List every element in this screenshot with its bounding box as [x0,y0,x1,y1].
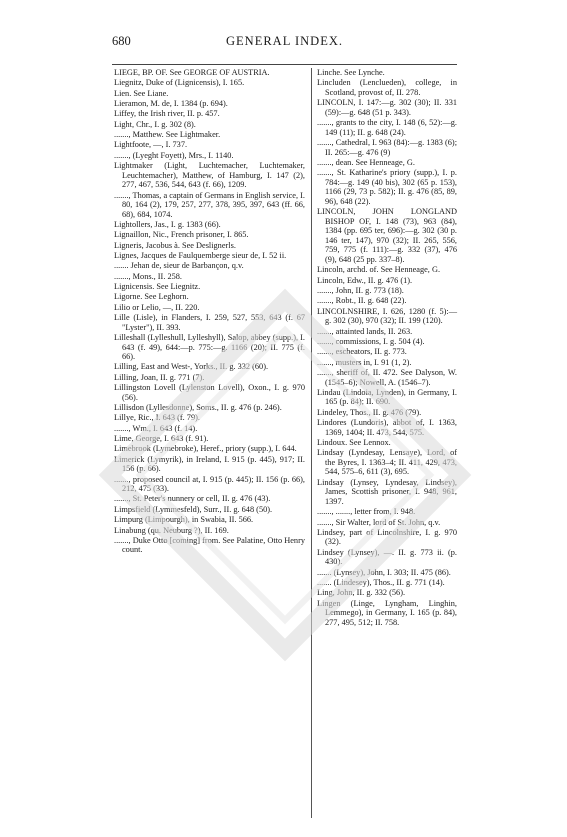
index-entry: Limerick (Lymyrik), in Ireland, I. 915 (p. 445), 917; II. 156 (p. 66). [114,454,305,474]
index-entry: ......., proposed council at, I. 915 (p. 445); II. 156 (p. 66), 212, 475 (33). [114,474,305,494]
index-entry: Lingen (Linge, Lyngham, Linghin, Lemmego), in Germany, I. 165 (p. 84), 277, 495, 512; II. 758. [317,598,457,627]
index-entry: Limebrook (Lymebroke), Heref., priory (supp.), I. 644. [114,444,297,454]
index-entry: ....... Jehan de, sieur de Barbançon, q.v. [114,261,244,271]
index-entry: Lillye, Ric., I. 643 (f. 79). [114,413,200,423]
column-divider [311,68,312,818]
index-entry: Lille (Lisle), in Flanders, I. 259, 527, 553, 643 (f. 67 "Lyster"), II. 393. [114,313,305,332]
index-entry: Ligorne. See Leghorn. [114,292,189,302]
index-entry: Lindau (Lindoia, Lynden), in Germany, I. 165 (p. 84); II. 690. [317,387,457,407]
index-entry: ......., musters in, I. 91 (1, 2). [317,357,412,367]
index-entry: LINCOLN, JOHN LONGLAND BISHOP OF, I. 148 (73), 963 (84), 1384 (pp. 695 ter, 696):—g. 302 (30 p. 146 ter, 147), 970 (32); II. 265, 556, 759, 775 (f. 111):—g. 332 (37), 476 (9), 648 (25 pp. 337–8). [317,207,457,264]
index-entry: ......., Robt., II. g. 648 (22). [317,296,407,306]
index-entry: Liffey, the Irish river, II. p. 457. [114,109,220,119]
index-column-left [114,68,305,556]
index-entry: Ligneris, Jacobus à. See Deslignerls. [114,240,236,250]
index-entry: Lightfoote, —, I. 737. [114,140,188,150]
page-header [112,34,457,50]
index-entry: Lignes, Jacques de Faulquemberge sieur de, I. 52 ii. [114,251,287,260]
index-entry: Lien. See Liane. [114,88,169,98]
index-entry: ......., attainted lands, II. 263. [317,326,413,336]
index-entry: Lillisdon (Lyllesdonne), Soms., II. g. 476 (p. 246). [114,402,282,412]
index-entry: Lightmaker (Light, Luchtemacher, Luchtemaker, Leuchtemacher), Matthew, of Hamburg, I. 147 (2), 277, 467, 536, 544, 643 (f. 66), 1209. [114,161,305,190]
index-entry: Lillingston Lovell (Lylenston Lovell), Oxon., I. g. 970 (56). [114,383,305,402]
index-entry: ......., Mons., II. 258. [114,271,182,281]
index-entry: Lindsey (Lynsey), —. II. g. 773 ii. (p. 430). [317,547,457,567]
index-entry: Linabung (qu. Neuburg ?), II. 169. [114,525,229,535]
header-rule [112,64,457,65]
index-entry: ......., escheators, II. g. 773. [317,347,407,357]
index-entry: ......., grants to the city, I. 148 (6, 52):—g. 149 (11); II. g. 648 (24). [317,118,457,137]
index-entry: LIEGE, BP. OF. See GEORGE OF AUSTRIA. [114,68,270,77]
index-entry: Lincluden (Lenclueden), college, in Scotland, provost of, II. 278. [317,78,457,97]
index-entry: ....... (Lindesey), Thos., II. g. 771 (14). [317,578,445,587]
index-entry: ......., Matthew. See Lightmaker. [114,130,221,140]
index-entry: LINCOLN, I. 147:—g. 302 (30); II. 331 (59):—g. 648 (51 p. 343). [317,98,457,117]
index-entry: Lindeley, Thos., II. g. 476 (79). [317,407,422,417]
index-entry: Lignicensis. See Liegnitz. [114,282,201,292]
index-entry: Lincoln, Edw., II. g. 476 (1). [317,275,413,285]
index-entry: Lieramon, M. de, I. 1384 (p. 694). [114,99,228,109]
index-entry: ......., St. Katharine's priory (supp.), I. p. 784:—g. 149 (40 bis), 302 (65 p. 153), 1166 (29, 73 p. 582); II. g. 476 (85, 89, 96), 648 (22). [317,168,457,206]
index-entry: ......., John, II. g. 773 (18). [317,286,404,295]
page-title: GENERAL INDEX. [226,34,343,48]
index-entry: Lignaillon, Nic., French prisoner, I. 865. [114,230,249,240]
index-entry: Lightollers, Jas., I. g. 1383 (66). [114,219,221,229]
index-entry: ......., ......., letter from, I. 948. [317,507,416,517]
index-entry: ....... (Lynsey), John, I. 303; II. 475 (86). [317,567,451,577]
index-entry: ......., sheriff of, II. 472. See Dalyson, W. (1545–6); Nowell, A. (1546–7). [317,367,457,387]
index-entry: ......., St. Peter's nunnery or cell, II. g. 476 (43). [114,494,271,504]
index-entry: ......., commissions, I. g. 504 (4). [317,336,425,346]
index-entry: Lindores (Lundoris), abbot of, I. 1363, 1369, 1404; II. 473, 544, 575. [317,418,457,437]
page-number: 680 [112,34,131,48]
index-entry: Lilling, Joan, II. g. 771 (7). [114,372,205,382]
index-column-right [317,68,457,628]
index-entry: ......., Thomas, a captain of Germans in English service, I. 80, 164 (2), 179, 257, 277, 378, 395, 397, 643 (ff. 66, 68), 684, 1074. [114,190,305,219]
index-entry: Lindsay (Lyndesay, Lensaye), Lord, of the Byres, I. 1363–4; II. 411, 429, 473, 544, 575–6, 611 (3), 695. [317,448,457,477]
index-entry: Lincoln, archd. of. See Henneage, G. [317,265,441,275]
index-entry: Lindoux. See Lennox. [317,437,391,447]
index-entry: ......., Duke Otto [coming] from. See Palatine, Otto Henry count. [114,535,305,555]
index-entry: Light, Chr., I. g. 302 (8). [114,119,196,129]
index-entry: Ling, John, II. g. 332 (56). [317,588,406,598]
index-entry: ......., Sir Walter, lord of St. John, q.v. [317,517,441,527]
index-entry: Lime, George, I. 643 (f. 91). [114,434,209,443]
index-entry: Liegnitz, Duke of (Lignicensis), I. 165. [114,78,245,88]
index-entry: ......., Cathedral, I. 963 (84):—g. 1383 (6); II. 265:—g. 476 (9) [317,138,457,157]
index-entry: Linche. See Lynche. [317,68,385,77]
index-entry: Limpsfield (Lymmesfeld), Surr., II. g. 648 (50). [114,504,273,514]
index-entry: ......., Wm., I. 643 (f. 14). [114,423,198,433]
index-entry: ......., (Lyeght Foyett), Mrs., I. 1140. [114,150,234,160]
index-entry: Lilio or Lelio, —, II. 220. [114,302,200,312]
index-entry: ......., dean. See Henneage, G. [317,157,415,167]
index-entry: Lilling, East and West-, Yorks., II. g. 332 (60). [114,362,269,372]
index-entry: Limpurg (Limpourgh), in Swabia, II. 566. [114,515,254,525]
index-entry: Lindsey, part of Lincolnshire, I. g. 970 (32). [317,527,457,547]
index-entry: Lindsay (Lynsey, Lyndesay, Lindsey), James, Scottish prisoner, I. 948, 961, 1397. [317,477,457,506]
index-entry: Lilleshall (Lylleshull, Lylleshyll), Salop, abbey (supp.), I. 643 (f. 49), 644:—p. 775:—g. 1166 (20); II. 775 (f. 66). [114,332,305,362]
index-entry: LINCOLNSHIRE, I. 626, 1280 (f. 5):—g. 302 (30), 970 (32); II. 199 (120). [317,306,457,326]
